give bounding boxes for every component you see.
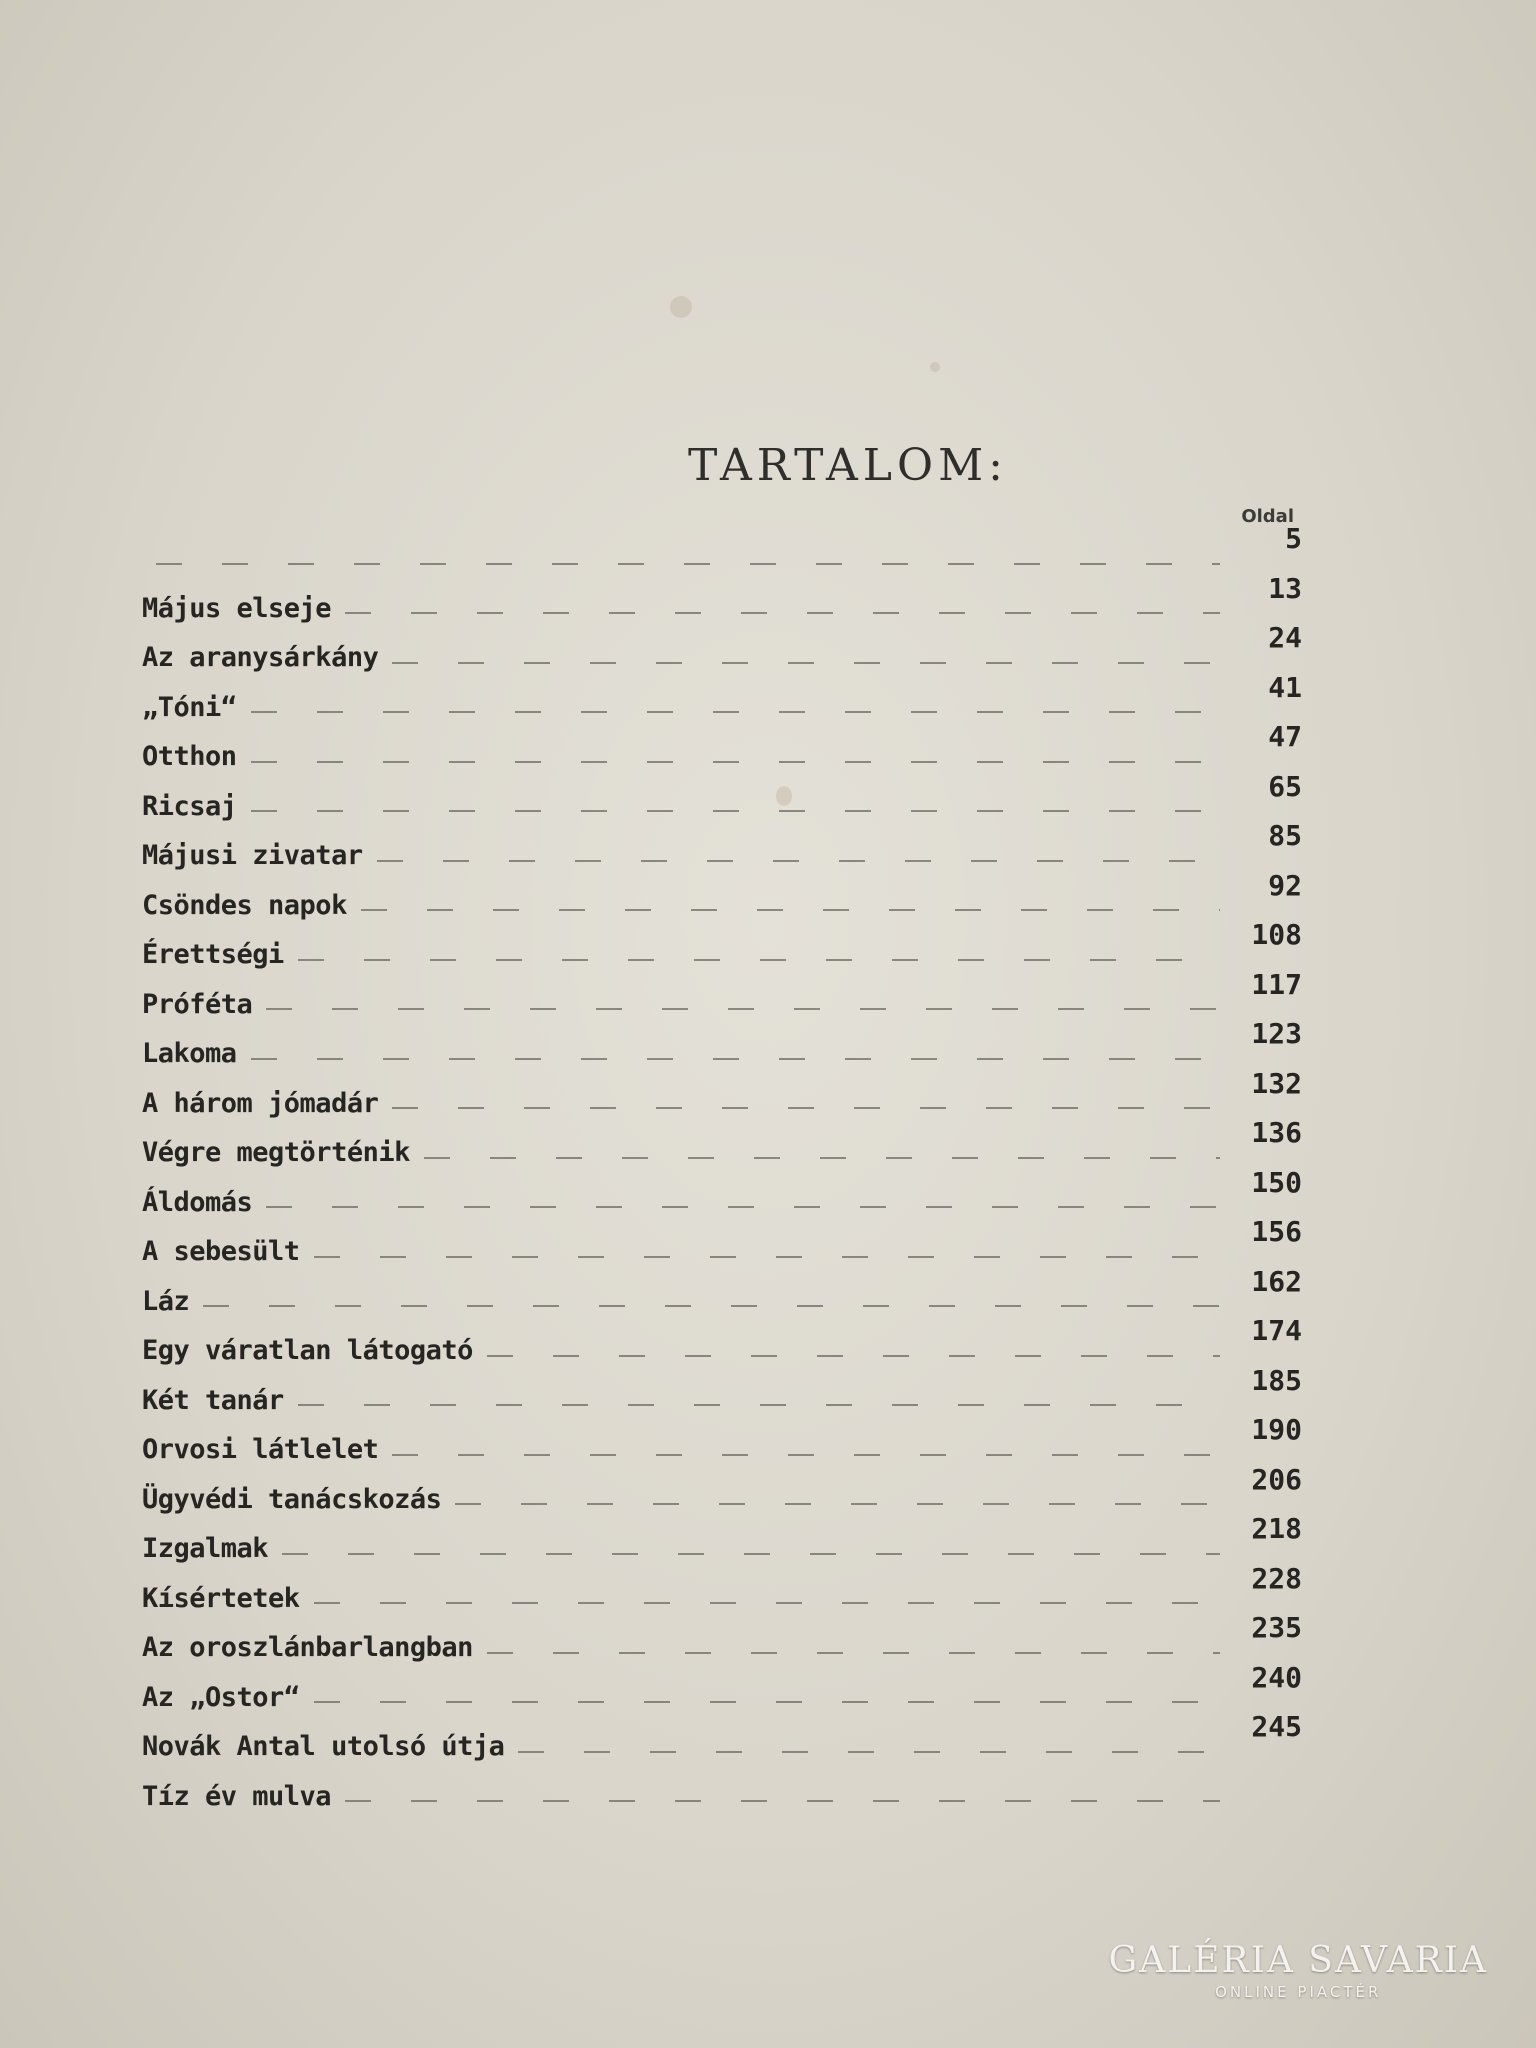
toc-entry [142,1017,1302,1079]
toc-entry [142,1165,1302,1228]
toc-entry [142,1215,1302,1277]
table-of-contents [142,522,1302,1821]
toc-leader-dashes [251,1058,1220,1060]
toc-entry-page: 108 [1251,918,1302,952]
toc-entry-page: 47 [1268,720,1302,754]
toc-leader-dashes [487,1652,1220,1654]
toc-entry [142,868,1302,931]
toc-entry-title: Kísértetek [142,1582,300,1614]
toc-entry [142,1264,1302,1327]
toc-entry-page: 85 [1268,819,1302,853]
toc-entry-title: „Tóni“ [142,691,237,723]
toc-entry-page: 5 [1285,522,1302,556]
toc-entry-title: Tíz év mulva [142,1780,332,1812]
toc-leader-dashes [298,959,1220,961]
toc-entry-page: 206 [1251,1462,1302,1496]
toc-leader-dashes [251,761,1220,763]
toc-leader-dashes [392,662,1220,664]
toc-entry [142,571,1302,634]
toc-entry-page: 24 [1268,621,1302,655]
toc-entry-page: 190 [1251,1413,1302,1447]
toc-entry-page: 240 [1251,1660,1302,1694]
toc-leader-dashes [377,860,1220,862]
toc-leader-dashes [266,1206,1220,1208]
toc-entry-title: Egy váratlan látogató [142,1335,473,1367]
toc-entry [142,1611,1302,1673]
toc-entry-title: Az aranysárkány [142,642,379,674]
toc-leader-dashes [314,1602,1220,1604]
toc-entry [142,1660,1302,1723]
toc-entry-title: A sebesült [142,1236,300,1268]
toc-entry-title: Próféta [142,988,253,1020]
toc-entry [142,1772,1302,1822]
toc-entry [142,1512,1302,1574]
toc-entry-title: Novák Antal utolsó útja [142,1731,505,1763]
toc-leader-dashes [345,1800,1220,1802]
toc-entry-page: 185 [1251,1363,1302,1397]
toc-leader-dashes [298,1404,1220,1406]
toc-entry [142,1462,1302,1525]
toc-leader-dashes [156,563,1220,565]
toc-entry [142,1363,1302,1426]
toc-entry [142,621,1302,683]
toc-entry [142,1116,1302,1178]
toc-leader-dashes [424,1157,1220,1159]
watermark-subtitle: ONLINE PIACTÉR [1215,1983,1382,2001]
toc-leader-dashes [251,810,1220,812]
toc-leader-dashes [266,1008,1220,1010]
paper-stain [670,296,692,318]
toc-leader-dashes [361,909,1220,911]
toc-entry-page: 136 [1251,1116,1302,1150]
toc-entry-page: 156 [1251,1215,1302,1249]
toc-leader-dashes [392,1454,1220,1456]
toc-entry-page: 13 [1268,571,1302,605]
toc-entry [142,918,1302,980]
toc-leader-dashes [392,1107,1220,1109]
toc-entry [142,1314,1302,1376]
toc-entry [142,1066,1302,1129]
toc-entry [142,720,1302,782]
toc-entry-title: Izgalmak [142,1533,269,1565]
toc-entry-page: 150 [1251,1165,1302,1199]
toc-entry [142,967,1302,1030]
toc-leader-dashes [203,1305,1220,1307]
toc-entry-page: 92 [1268,868,1302,902]
toc-entry-title: Májusi zivatar [142,840,363,872]
toc-entry-title: Az oroszlánbarlangban [142,1632,473,1664]
toc-entry-page: 174 [1251,1314,1302,1348]
toc-entry [142,769,1302,832]
toc-leader-dashes [314,1701,1220,1703]
toc-entry-title: Otthon [142,741,237,773]
toc-entry-title: Lakoma [142,1038,237,1070]
toc-entry-page: 132 [1251,1066,1302,1100]
toc-entry-page: 65 [1268,769,1302,803]
toc-entry-title: Ricsaj [142,790,237,822]
toc-entry-page: 117 [1251,967,1302,1001]
toc-entry-title: Láz [142,1285,190,1317]
toc-entry-title: Csöndes napok [142,889,347,921]
toc-entry [142,1710,1302,1772]
toc-entry-title: A három jómadár [142,1087,379,1119]
toc-entry-page: 235 [1251,1611,1302,1645]
toc-entry-title: Végre megtörténik [142,1137,410,1169]
toc-entry-title: Érettségi [142,939,284,971]
toc-leader-dashes [518,1751,1220,1753]
page-title: TARTALOM: [688,440,1008,491]
toc-entry-page: 228 [1251,1561,1302,1595]
toc-entry-page: 123 [1251,1017,1302,1051]
toc-entry-title: Ügyvédi tanácskozás [142,1483,442,1515]
watermark-logo [1109,1940,1488,2001]
toc-entry [142,1413,1302,1475]
toc-entry-title: Május elseje [142,592,332,624]
toc-entry-page: 245 [1251,1710,1302,1744]
toc-leader-dashes [282,1553,1220,1555]
watermark-name: GALÉRIA SAVARIA [1108,1940,1488,1981]
toc-entry [142,670,1302,733]
toc-leader-dashes [487,1355,1220,1357]
toc-entry-page: 41 [1268,670,1302,704]
toc-entry-page: 162 [1251,1264,1302,1298]
toc-entry-title: Az „Ostor“ [142,1681,300,1713]
toc-leader-dashes [455,1503,1220,1505]
toc-entry-title: Két tanár [142,1384,284,1416]
toc-leader-dashes [345,612,1220,614]
toc-leader-dashes [251,711,1220,713]
toc-entry [142,819,1302,881]
toc-leader-dashes [314,1256,1220,1258]
paper-stain [930,362,940,372]
page-column-header: Oldal [1241,506,1294,527]
toc-entry-page: 218 [1251,1512,1302,1546]
toc-entry-title: Áldomás [142,1186,253,1218]
toc-entry-title: Orvosi látlelet [142,1434,379,1466]
toc-entry [142,1561,1302,1624]
toc-entry [142,522,1302,584]
